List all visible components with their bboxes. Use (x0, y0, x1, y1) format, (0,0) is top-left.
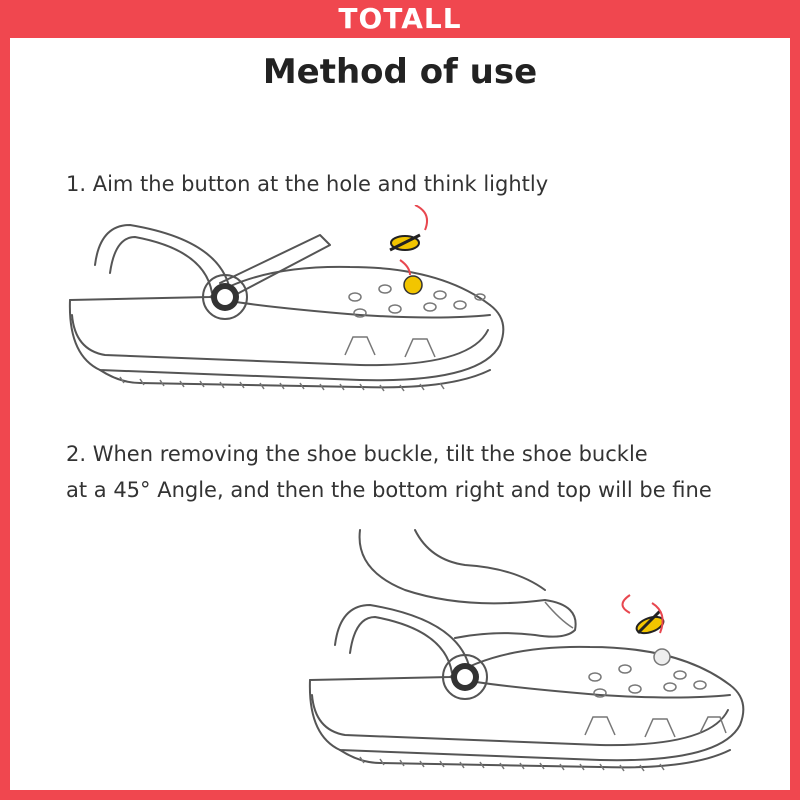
arrow-icon-2 (623, 595, 631, 613)
clog-shoe-illustration (60, 205, 520, 405)
page-title: Method of use (262, 52, 538, 92)
step-2-line-2: at a 45° Angle, and then the bottom right and top will be fine (66, 478, 712, 502)
arrow-icon (400, 260, 410, 275)
brand-bar (0, 0, 800, 38)
shoe-charm-icon (404, 276, 422, 294)
step-2-text (66, 436, 712, 508)
clog-shoe-illustration-2 (300, 585, 760, 785)
brand-name: TOTALL (338, 2, 462, 35)
step-2-line-1: 2. When removing the shoe buckle, tilt the shoe buckle (66, 442, 648, 466)
step-1-text: 1. Aim the button at the hole and think lightly (66, 172, 549, 196)
